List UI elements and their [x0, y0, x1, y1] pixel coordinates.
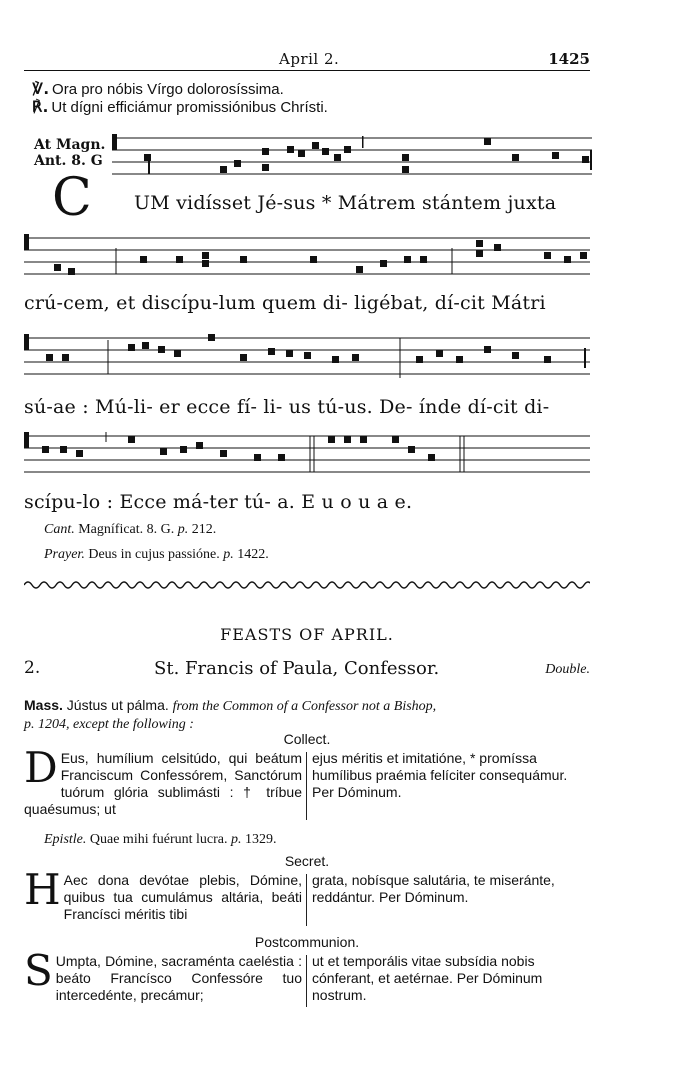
secret-left: [24, 865, 302, 923]
feast-heading: [24, 658, 590, 680]
canticle-label: Cant.: [44, 522, 75, 537]
canticle-p: p.: [177, 522, 189, 537]
versicle-symbol: ℣.: [32, 80, 50, 98]
column-rule: [306, 752, 307, 820]
column-rule: [306, 874, 307, 926]
collect-left: [24, 743, 302, 818]
prayer-page: 1422.: [237, 547, 269, 562]
antiphon-line-2: crú-cem, et discípu-lum quem di- ligébat, dí-cit Mátri: [24, 292, 546, 314]
antiphon-line-1: UM vidísset Jé-sus * Mátrem stántem juxta: [134, 192, 557, 214]
mass-line: [24, 697, 590, 733]
antiphon-line-3: sú-ae : Mú-li- er ecce fí- li- us tú-us. De- índe dí-cit di-: [24, 396, 550, 418]
feast-number: 2.: [24, 658, 41, 678]
mass-rubric-1: from the Common of a Confessor not a Bishop,: [172, 699, 437, 714]
mass-rubric-2: p. 1204, except the following :: [24, 717, 194, 732]
postcommunion-initial: S: [24, 946, 53, 995]
chant-staff-3: [24, 328, 590, 388]
antiphon-label-line1: At Magn.: [34, 137, 106, 153]
collect-initial: D: [24, 743, 58, 792]
header-title: April 2.: [279, 50, 340, 68]
ornament-divider: [24, 578, 590, 592]
collect-right: ejus méritis et imitatióne, * promíssa humílibus praémia felíciter consequámur. Per Dóminum.: [312, 750, 568, 800]
secret-initial: H: [24, 865, 61, 914]
antiphon-label: [34, 137, 105, 169]
antiphon-label-line2: Ant. 8. G: [34, 153, 103, 169]
feast-rank: Double.: [545, 662, 590, 677]
postcommunion-left: [24, 946, 302, 1004]
running-header: [24, 48, 590, 71]
collect-left-text: Eus, humílium celsitúdo, qui beátum Franciscum Confessórem, Sanctórum tuórum glória sublimásti : † tríbue quaésumus; ut: [24, 750, 302, 817]
chant-staff-2: [24, 228, 590, 286]
page-number: 1425: [548, 50, 590, 68]
prayer-line: [44, 547, 269, 563]
canticle-page: 212.: [191, 522, 217, 537]
collect-columns: [24, 743, 590, 822]
postcommunion-heading: Postcommunion.: [254, 934, 360, 950]
epistle-page: 1329.: [245, 832, 277, 847]
collect-heading: Collect.: [283, 731, 331, 747]
missal-page: [24, 0, 652, 1069]
feasts-title: FEASTS OF APRIL.: [220, 625, 394, 644]
prayer-label: Prayer.: [44, 547, 85, 562]
postcommunion-left-text: Umpta, Dómine, sacraménta caeléstia : beáto Francísco Confessóre tuo intercedénte, precámur;: [55, 953, 302, 1003]
secret-columns: [24, 865, 590, 928]
prayer-p: p.: [223, 547, 234, 562]
secret-left-text: Aec dona devótae plebis, Dómine, quibus tua cumulámus altária, beáti Francísci méritis tibi: [63, 872, 302, 922]
epistle-p: p.: [231, 832, 242, 847]
feast-name: St. Francis of Paula, Confessor.: [154, 658, 440, 679]
chant-staff-1: [112, 128, 592, 186]
versicle: [32, 80, 284, 98]
postcommunion-columns: [24, 946, 590, 1009]
canticle-text: Magníficat. 8. G.: [78, 522, 178, 537]
response: [32, 98, 328, 116]
epistle-line: [44, 832, 277, 848]
response-symbol: ℟.: [32, 98, 49, 116]
antiphon-line-4: scípu-lo : Ecce má-ter tú- a. E u o u a e.: [24, 491, 413, 513]
chant-staff-4: [24, 426, 590, 484]
secret-heading: Secret.: [284, 853, 330, 869]
mass-incipit: Jústus ut pálma.: [62, 697, 173, 713]
postcommunion-right: ut et temporális vitae subsídia nobis cónferant, et aetérnae. Per Dóminum nostrum.: [312, 953, 543, 1003]
versicle-text: Ora pro nóbis Vírgo dolorosíssima.: [52, 81, 284, 98]
canticle-line: [44, 522, 216, 538]
mass-label: Mass.: [24, 697, 63, 713]
secret-right: grata, nobísque salutária, te miseránte, reddántur. Per Dóminum.: [312, 872, 555, 905]
prayer-text: Deus in cujus passióne.: [88, 547, 224, 562]
epistle-label: Epistle.: [44, 832, 87, 847]
response-text: Ut dígni efficiámur promissiónibus Chrísti.: [51, 99, 328, 116]
epistle-text: Quae mihi fuérunt lucra.: [86, 832, 232, 847]
antiphon-initial: C: [52, 168, 92, 228]
column-rule: [306, 955, 307, 1007]
